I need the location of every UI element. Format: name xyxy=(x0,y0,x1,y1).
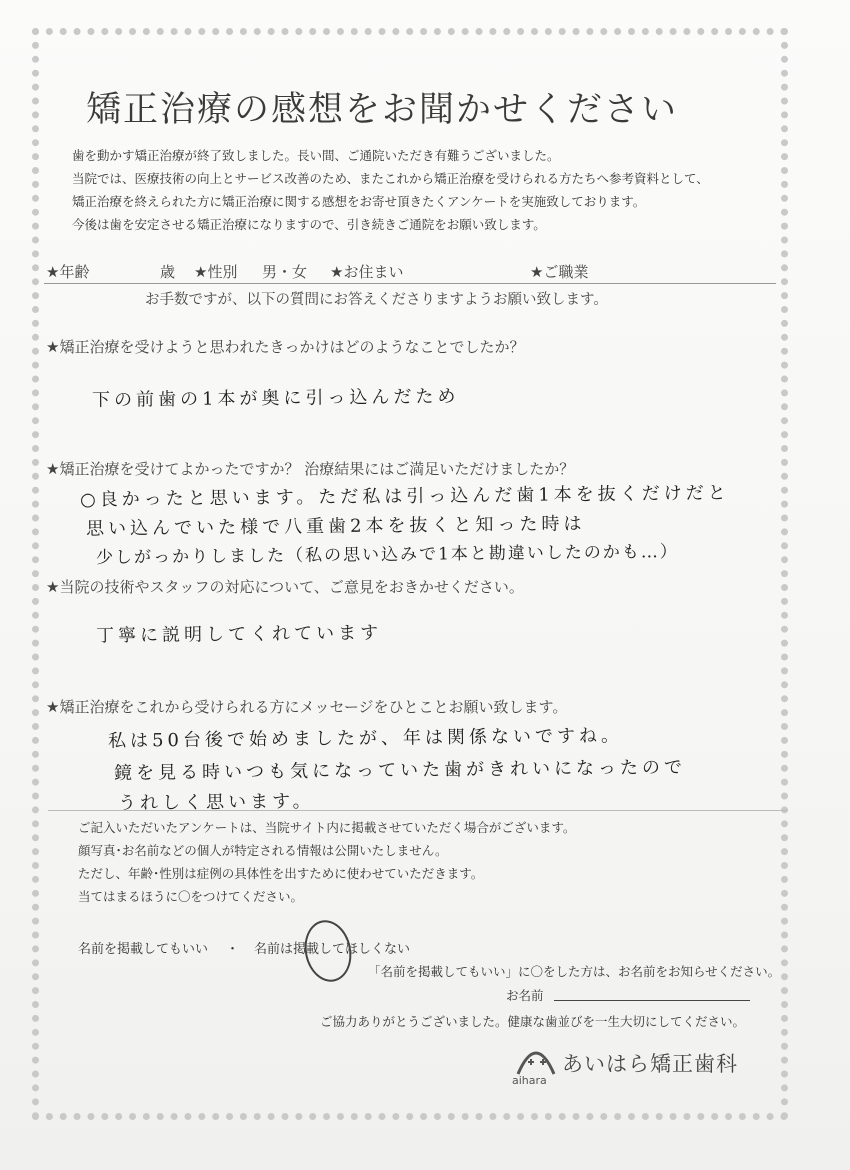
survey-title: 矯正治療の感想をお聞かせください xyxy=(86,90,679,130)
handwritten-answer-4: 私は50台後で始めましたが、年は関係ないですね。 xyxy=(107,725,624,752)
intro-text xyxy=(72,144,772,236)
privacy-notes xyxy=(78,816,778,908)
intro-line: 矯正治療を終えられた方に矯正治療に関する感想をお寄せ頂きたくアンケートを実施致しております。 xyxy=(72,194,646,209)
handwritten-answer-2: 少しがっかりしました（私の思い込みで1本と勘違いしたのかも…） xyxy=(95,541,679,569)
age-label: ★年齢 xyxy=(46,263,90,281)
clinic-name: あいはら矯正歯科 xyxy=(562,1052,738,1076)
handwritten-answer-1: 下の前歯の1本が奥に引っ込んだため xyxy=(91,386,460,411)
profile-row xyxy=(44,261,776,284)
clinic-logo-icon xyxy=(516,1040,556,1076)
name-label: お名前 xyxy=(506,988,544,1003)
handwritten-answer-2: 思い込んでいた様で八重歯2本を抜くと知った時は xyxy=(85,513,586,540)
divider xyxy=(48,810,788,811)
consent-separator: ・ xyxy=(226,942,240,957)
clinic-logo xyxy=(512,1040,756,1090)
note-line: ただし、年齢･性別は症例の具体性を出すために使わせていただきます。 xyxy=(78,866,484,881)
question-2: ★矯正治療を受けてよかったですか？ 治療結果にはご満足いただけましたか？ xyxy=(46,460,575,478)
handwritten-answer-2: ○良かったと思います。ただ私は引っ込んだ歯1本を抜くだけだと xyxy=(79,482,730,511)
consent-option-no-publish[interactable]: 名前は掲載してほしくない xyxy=(254,942,411,957)
intro-line: 歯を動かす矯正治療が終了致しました。長い間、ご通院いただき有難うございました。 xyxy=(72,148,560,163)
handwritten-answer-3: 丁寧に説明してくれています xyxy=(95,622,383,647)
question-4: ★矯正治療をこれから受けられる方にメッセージをひとことお願い致します。 xyxy=(46,698,568,716)
note-line: 当てはまるほうに〇をつけてください。 xyxy=(78,889,304,904)
address-label: ★お住まい xyxy=(330,263,404,281)
note-line: ご記入いただいたアンケートは、当院サイト内に掲載させていただく場合がございます。 xyxy=(78,820,576,835)
clinic-romaji: aihara xyxy=(512,1074,547,1087)
gender-label: ★性別 xyxy=(194,263,238,281)
gender-options[interactable]: 男・女 xyxy=(262,263,308,281)
question-3: ★当院の技術やスタッフの対応について、ご意見をおきかせください。 xyxy=(46,578,524,596)
intro-line: 当院では、医療技術の向上とサービス改善のため、またこれから矯正治療を受けられる方たちへ参考資料として、 xyxy=(72,171,709,186)
intro-line: 今後は歯を安定させる矯正治療になりますので、引き続きご通院をお願い致します。 xyxy=(72,217,546,232)
handwritten-answer-4: うれしく思います。 xyxy=(117,790,315,815)
answer-request: お手数ですが、以下の質問にお答えくださりますようお願い致します。 xyxy=(145,292,608,308)
handwritten-answer-4: 鏡を見る時いつも気になっていた歯がきれいになったので xyxy=(113,757,687,784)
occupation-label: ★ご職業 xyxy=(530,263,589,281)
note-line: 顔写真･お名前などの個人が特定される情報は公開いたしません。 xyxy=(78,843,448,858)
thanks-message: ご協力ありがとうございました。健康な歯並びを一生大切にしてください。 xyxy=(320,1014,746,1029)
name-request: 「名前を掲載してもいい」に〇をした方は、お名前をお知らせください。 xyxy=(368,964,781,979)
consent-option-publish[interactable]: 名前を掲載してもいい xyxy=(78,942,209,957)
question-1: ★矯正治療を受けようと思われたきっかけはどのようなことでしたか？ xyxy=(46,338,525,356)
name-input-line[interactable] xyxy=(554,1000,750,1001)
age-unit: 歳 xyxy=(160,263,176,281)
